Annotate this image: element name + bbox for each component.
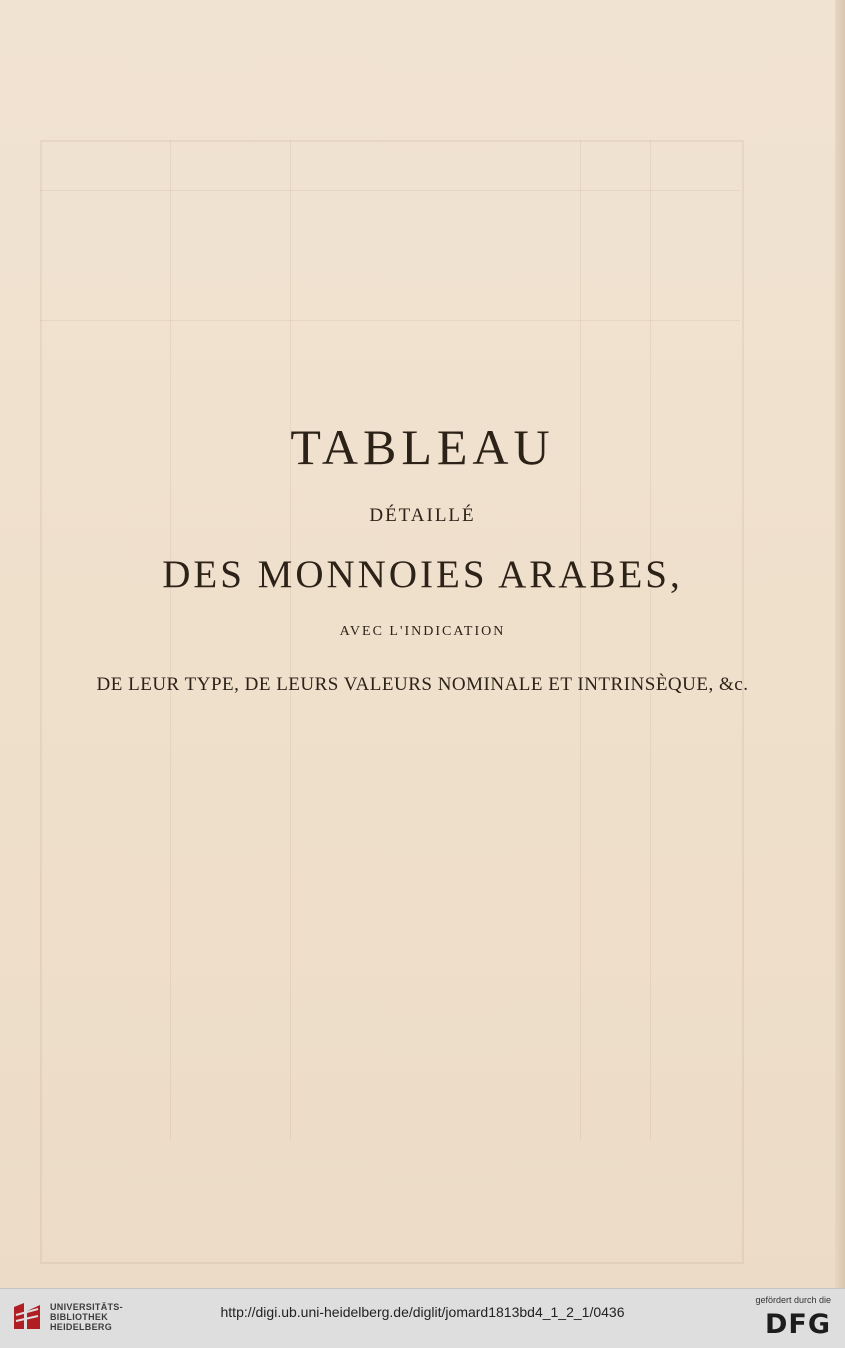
bleed-through-row-line	[40, 320, 740, 321]
subtitle-monnoies: DES MONNOIES ARABES,	[162, 553, 683, 596]
bleed-through-column-line	[290, 140, 291, 1140]
page-edge	[835, 0, 845, 1288]
dfg-logo[interactable]: DFG	[764, 1309, 831, 1340]
page-title: TABLEAU	[290, 419, 555, 475]
bleed-through-row-line	[40, 190, 740, 191]
bleed-through-table-frame	[40, 140, 744, 1264]
subtitle-type-valeurs: DE LEUR TYPE, DE LEURS VALEURS NOMINALE ET INTRINSÈQUE, &c.	[96, 674, 749, 695]
bleed-through-column-line	[580, 140, 581, 1140]
bleed-through-column-line	[170, 140, 171, 1140]
library-name-line: HEIDELBERG	[50, 1322, 113, 1332]
sponsor-label: gefördert durch die	[755, 1295, 831, 1305]
subtitle-indication: AVEC L'INDICATION	[339, 624, 506, 639]
bleed-through-column-line	[650, 140, 651, 1140]
library-name-line: BIBLIOTHEK	[50, 1312, 108, 1322]
library-name-line: UNIVERSITÄTS-	[50, 1302, 123, 1312]
subtitle-detaille: DÉTAILLÉ	[369, 505, 476, 526]
viewer-footer	[0, 1288, 845, 1348]
permalink-url[interactable]: http://digi.ub.uni-heidelberg.de/diglit/jomard1813bd4_1_2_1/0436	[220, 1304, 625, 1320]
